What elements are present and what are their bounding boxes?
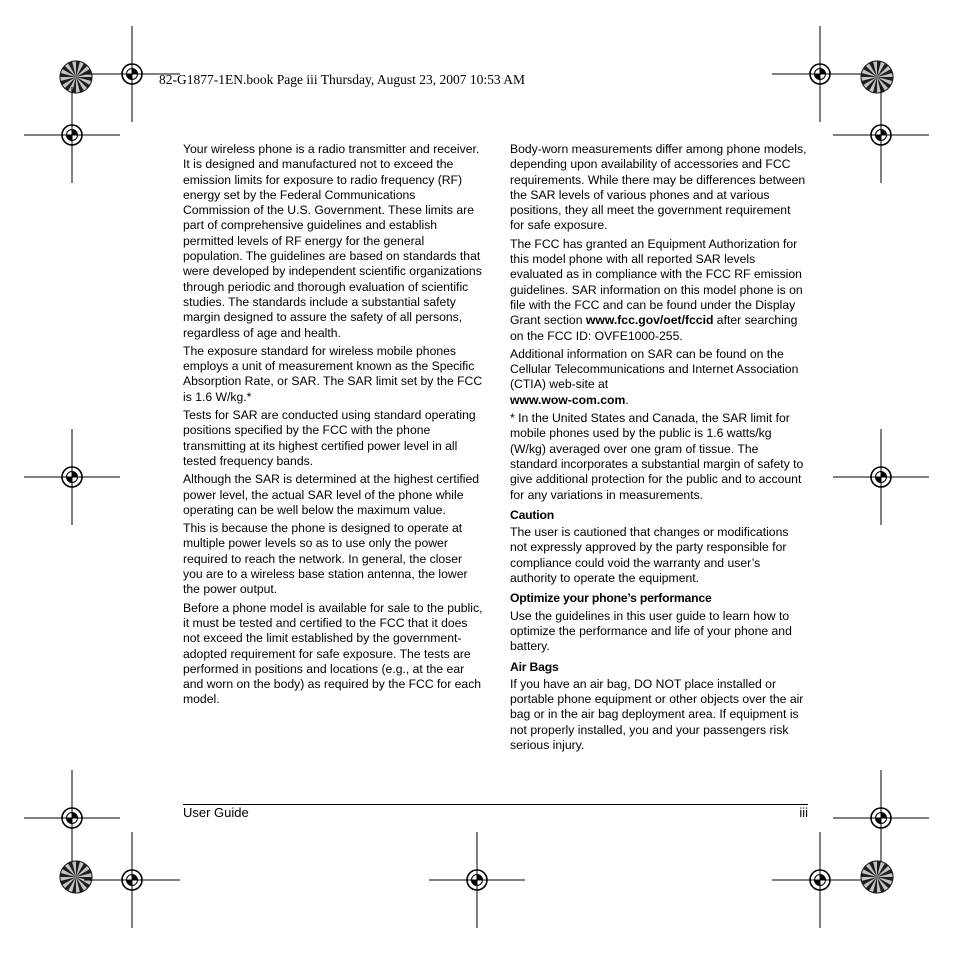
left-column	[183, 142, 483, 711]
text: after searching on the FCC ID: OVFE1000-255.	[510, 313, 798, 343]
print-slug-header: 82-G1877-1EN.book Page iii Thursday, August 23, 2007 10:53 AM	[159, 72, 525, 87]
text: .	[625, 392, 629, 407]
star-target-icon	[60, 61, 92, 93]
optimize-heading: Optimize your phone’s performance	[510, 591, 712, 606]
registration-mark-icon	[429, 832, 525, 928]
paragraph: The exposure standard for wireless mobile phones employs a unit of measurement known as the Specific Absorption Rate, or SAR. The SAR limit set by the FCC is 1.6 W/kg.*	[183, 343, 483, 404]
paragraph: Although the SAR is determined at the highest certified power level, the actual SAR level of the phone while operating can be well below the maximum value.	[183, 472, 480, 517]
page-number: iii	[799, 805, 808, 820]
footer-rule	[183, 804, 808, 805]
text: The FCC has granted an Equipment Authorization for this model phone with all reported SAR levels evaluated as in compliance with the FCC RF emission guidelines. SAR information on this model phone is on file with the FCC and can be found under the Display Grant section	[510, 236, 803, 328]
star-target-icon	[861, 861, 893, 893]
star-target-icon	[861, 61, 893, 93]
caution-heading: Caution	[510, 507, 554, 522]
registration-mark-icon	[772, 832, 868, 928]
ctia-url-link: www.wow-com.com	[510, 392, 626, 407]
paragraph: This is because the phone is designed to operate at multiple power levels so as to use only the power required to reach the network. In general, the closer you are to a wireless base station antenna, the lower the power output.	[183, 521, 468, 597]
registration-mark-icon	[84, 832, 180, 928]
registration-mark-icon	[24, 429, 120, 525]
fcc-url-link: www.fcc.gov/oet/fccid	[585, 313, 714, 328]
paragraph-ctia	[510, 347, 808, 408]
paragraph: Your wireless phone is a radio transmitter and receiver. It is designed and manufactured not to exceed the emission limits for exposure to radio frequency (RF) energy set by the Federal Communications Commission of the U.S. Government. These limits are part of comprehensive guidelines and establish permitted levels of RF energy for the general population. The guidelines are based on standards that were developed by independent scientific organizations through periodic and thorough evaluation of scientific studies. The standards include a substantial safety margin designed to assure the safety of all persons, regardless of age and health.	[183, 142, 482, 340]
paragraph-fcc-authorization	[510, 237, 808, 344]
registration-mark-icon	[24, 87, 120, 183]
caution-text: The user is cautioned that changes or modifications not expressly approved by the party responsible for compliance could void the warranty and user’s authority to operate the equipment.	[510, 525, 789, 586]
optimize-text: Use the guidelines in this user guide to learn how to optimize the performance and life of your phone and battery.	[510, 608, 792, 654]
footnote: * In the United States and Canada, the SAR limit for mobile phones used by the public is 1.6 watts/kg (W/kg) averaged over one gram of tissue. The standard incorporates a substantial margin of safety to give additional protection for the public and to account for any variations in measurements.	[510, 411, 804, 502]
registration-mark-icon	[24, 770, 120, 866]
star-target-icon	[60, 861, 92, 893]
registration-mark-icon	[833, 87, 929, 183]
paragraph: Before a phone model is available for sale to the public, it must be tested and certified to the FCC that it does not exceed the limit established by the government-adopted requirement for safe exposure. The tests are performed in positions and locations (e.g., at the ear and worn on the body) as required by the FCC for each model.	[183, 600, 483, 707]
right-column	[510, 142, 808, 756]
registration-mark-icon	[772, 26, 868, 122]
airbags-heading: Air Bags	[510, 659, 559, 674]
paragraph: Tests for SAR are conducted using standard operating positions specified by the FCC with the phone transmitting at its highest certified power level in all tested frequency bands.	[183, 408, 476, 468]
text: Additional information on SAR can be found on the Cellular Telecommunications and Internet Association (CTIA) web-site at	[510, 346, 799, 392]
airbags-text: If you have an air bag, DO NOT place installed or portable phone equipment or other objects over the air bag or in the air bag deployment area. If equipment is not properly installed, you and your passengers risk serious injury.	[510, 676, 804, 752]
footer-title: User Guide	[183, 805, 249, 820]
paragraph: Body-worn measurements differ among phone models, depending upon availability of accessories and FCC requirements. While there may be differences between the SAR levels of various phones and at various positions, they all meet the government requirement for safe exposure.	[510, 142, 807, 233]
registration-mark-icon	[833, 770, 929, 866]
registration-mark-icon	[833, 429, 929, 525]
